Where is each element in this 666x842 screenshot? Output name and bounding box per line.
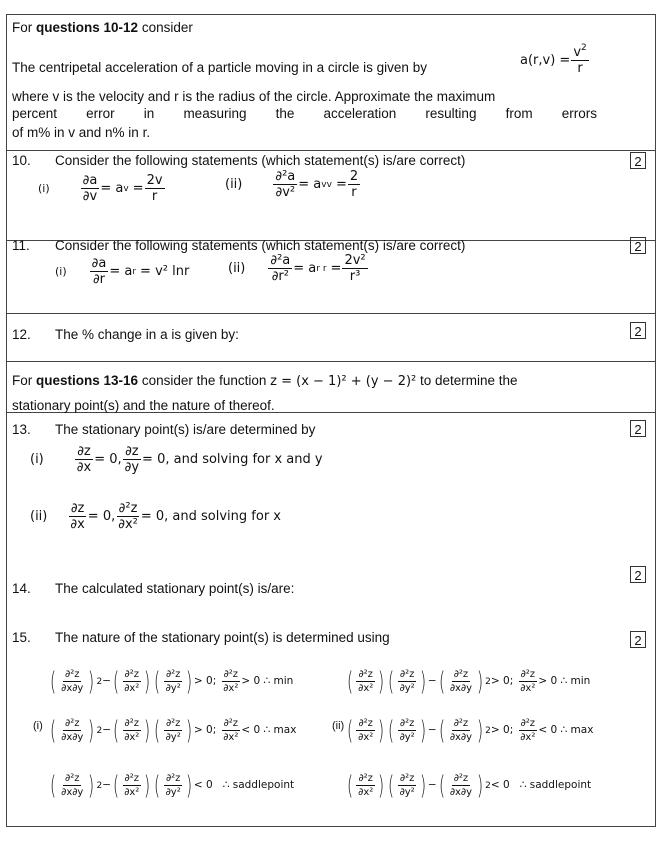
option-label: (ii) [225, 177, 243, 192]
q13-number: 13. [12, 422, 31, 437]
q15-number: 15. [12, 630, 31, 645]
word: errors [561, 106, 597, 121]
q10-option-ii: (ii) $\frac{\text{∂²a}}{\text{∂v²}}$ = a vv = $\frac{2}{r}$ [225, 169, 359, 200]
intro-line2: where v is the velocity and r is the radius of the circle. Approximate the maximum [12, 89, 496, 104]
q11-text: Consider the following statements (which statement(s) is/are correct) [55, 238, 466, 253]
q15-ii-max-condition: ( $\frac{\text{∂²z}}{\text{∂x²}}$ ) ( $\frac{\text{∂²z}}{\text{∂y²}}$ ) − ( $\frac{\text{∂²z}}{\partial x\partial y}$ ) 2 > 0; $\frac{\text{∂²z}}{\text{∂x²}}$ < 0 ∴ max [347, 715, 594, 746]
q14-text: The calculated stationary point(s) is/are: [55, 581, 295, 596]
q13-text: The stationary point(s) is/are determined by [55, 422, 316, 437]
option-text: = 0, and solving for x [140, 509, 281, 524]
q15-i-saddle-condition: ( $\frac{\text{∂²z}}{\partial x\partial y}$ ) 2 − ( $\frac{\text{∂²z}}{\text{∂x²}}$ ) ( $\frac{\text{∂²z}}{\text{∂y²}}$ ) < 0 ∴ saddlepoint [50, 770, 295, 801]
q11-marks-box: 2 [630, 237, 646, 254]
q13-marks-box: 2 [630, 420, 646, 437]
q15-i-min-condition: ( $\frac{\text{∂²z}}{\partial x\partial y}$ ) 2 − ( $\frac{\text{∂²z}}{\text{∂x²}}$ ) ( $\frac{\text{∂²z}}{\text{∂y²}}$ ) > 0; $\frac{\text{∂²z}}{\text{∂x²}}$ > 0 ∴ min [50, 666, 294, 697]
intro-prefix: For [12, 373, 37, 388]
divider [7, 313, 655, 314]
q15-option-i-label: (i) [33, 720, 43, 732]
word: the [275, 106, 295, 121]
q10-marks-box: 2 [630, 152, 646, 169]
rhs: = v² lnr [140, 264, 190, 279]
fraction: $\frac{\partial z}{\partial x}$ [76, 444, 92, 475]
word: measuring [183, 106, 247, 121]
equals: = a [298, 177, 322, 192]
q10-option-i: (i) $\frac{\partial a}{\partial v}$ = a v = $\frac{2v}{r}$ [38, 173, 163, 204]
intro-bold: questions 13-16 [36, 373, 139, 388]
q11-option-ii: (ii) $\frac{\text{∂²a}}{\text{∂r²}}$ = a r r = $\frac{\text{2v²}}{\text{r³}}$ [228, 253, 366, 284]
q14-number: 14. [12, 581, 31, 596]
separator: = 0, [87, 509, 116, 524]
option-text: = 0, and solving for x and y [142, 452, 323, 467]
word: from [505, 106, 533, 121]
q13-option-ii [30, 501, 281, 532]
word: acceleration [323, 106, 397, 121]
intro-10-12 [12, 19, 193, 36]
divider [7, 150, 655, 151]
intro-line3 [12, 106, 597, 121]
word: percent [12, 106, 58, 121]
q10-text: Consider the following statements (which statement(s) is/are correct) [55, 153, 466, 168]
formula-lhs: a(r,v) = [520, 53, 571, 68]
q12-text: The % change in a is given by: [55, 327, 239, 342]
intro-bold: questions 10-12 [36, 20, 139, 35]
fraction: $\frac{\text{∂²a}}{\text{∂r²}}$ [270, 253, 291, 284]
option-label: (i) [30, 452, 44, 467]
q15-marks-box: 2 [630, 631, 646, 648]
q15-text: The nature of the stationary point(s) is determined using [55, 630, 390, 645]
q15-i-max-condition: ( $\frac{\text{∂²z}}{\partial x\partial y}$ ) 2 − ( $\frac{\text{∂²z}}{\text{∂x²}}$ ) ( $\frac{\text{∂²z}}{\text{∂y²}}$ ) > 0; $\frac{\text{∂²z}}{\text{∂x²}}$ < 0 ∴ max [50, 715, 297, 746]
fraction: $\frac{\partial z}{\partial y}$ [124, 444, 140, 475]
fraction: $\frac{2}{r}$ [349, 169, 359, 200]
option-label: (ii) [30, 509, 48, 524]
fraction: $\frac{2v}{r}$ [146, 173, 163, 204]
q15-ii-min-condition: ( $\frac{\text{∂²z}}{\text{∂x²}}$ ) ( $\frac{\text{∂²z}}{\text{∂y²}}$ ) − ( $\frac{\text{∂²z}}{\partial x\partial y}$ ) 2 > 0; $\frac{\text{∂²z}}{\text{∂x²}}$ > 0 ∴ min [347, 666, 591, 697]
function-z: z = (x − 1)² + (y − 2)² [270, 374, 417, 389]
q15-option-ii-label: (ii) [332, 720, 345, 732]
intro-line2-13-16: stationary point(s) and the nature of thereof. [12, 398, 275, 413]
equals: = a [293, 261, 317, 276]
fraction: $\frac{\partial z}{\partial x}$ [70, 501, 85, 532]
intro-line1: The centripetal acceleration of a particle moving in a circle is given by [12, 60, 427, 75]
q11-number: 11. [12, 238, 30, 253]
centripetal-formula [520, 45, 590, 76]
fraction: $\frac{\text{2v²}}{\text{r³}}$ [344, 253, 366, 284]
word: error [86, 106, 115, 121]
option-label: (i) [55, 265, 67, 278]
intro-mid: consider the function [138, 373, 271, 388]
intro-13-16 [12, 372, 518, 390]
equals: = a [109, 264, 133, 279]
intro-prefix: For [12, 20, 37, 35]
q12-marks-box: 2 [630, 322, 646, 339]
formula-fraction: $\frac{v^2}{r}$ [573, 43, 587, 76]
fraction: $\frac{\text{∂²z}}{\text{∂x²}}$ [118, 501, 138, 532]
fraction: $\frac{\text{∂²a}}{\text{∂v²}}$ [275, 169, 296, 200]
equals: = a [100, 181, 124, 196]
q12-number: 12. [12, 327, 31, 342]
option-label: (ii) [228, 261, 246, 276]
intro-line4: of m% in v and n% in r. [12, 125, 151, 140]
formula-num: v [573, 45, 582, 60]
option-label: (i) [38, 182, 50, 195]
intro-suffix: to determine the [416, 373, 518, 388]
fraction: $\frac{\partial a}{\partial v}$ [82, 173, 98, 204]
divider [7, 361, 655, 362]
q14-marks-box: 2 [630, 566, 646, 583]
word: resulting [425, 106, 477, 121]
q13-option-i [30, 444, 323, 475]
q10-number: 10. [12, 153, 31, 168]
word: in [143, 106, 155, 121]
formula-den: r [577, 61, 583, 76]
separator: = 0, [94, 452, 122, 467]
fraction: $\frac{\partial a}{\partial r}$ [91, 256, 107, 287]
intro-suffix: consider [138, 20, 193, 35]
q15-ii-saddle-condition: ( $\frac{\text{∂²z}}{\text{∂x²}}$ ) ( $\frac{\text{∂²z}}{\text{∂y²}}$ ) − ( $\frac{\text{∂²z}}{\partial x\partial y}$ ) 2 < 0 ∴ saddlepoint [347, 770, 592, 801]
q11-option-i: (i) $\frac{\partial a}{\partial r}$ = a r = v² lnr [55, 256, 190, 287]
